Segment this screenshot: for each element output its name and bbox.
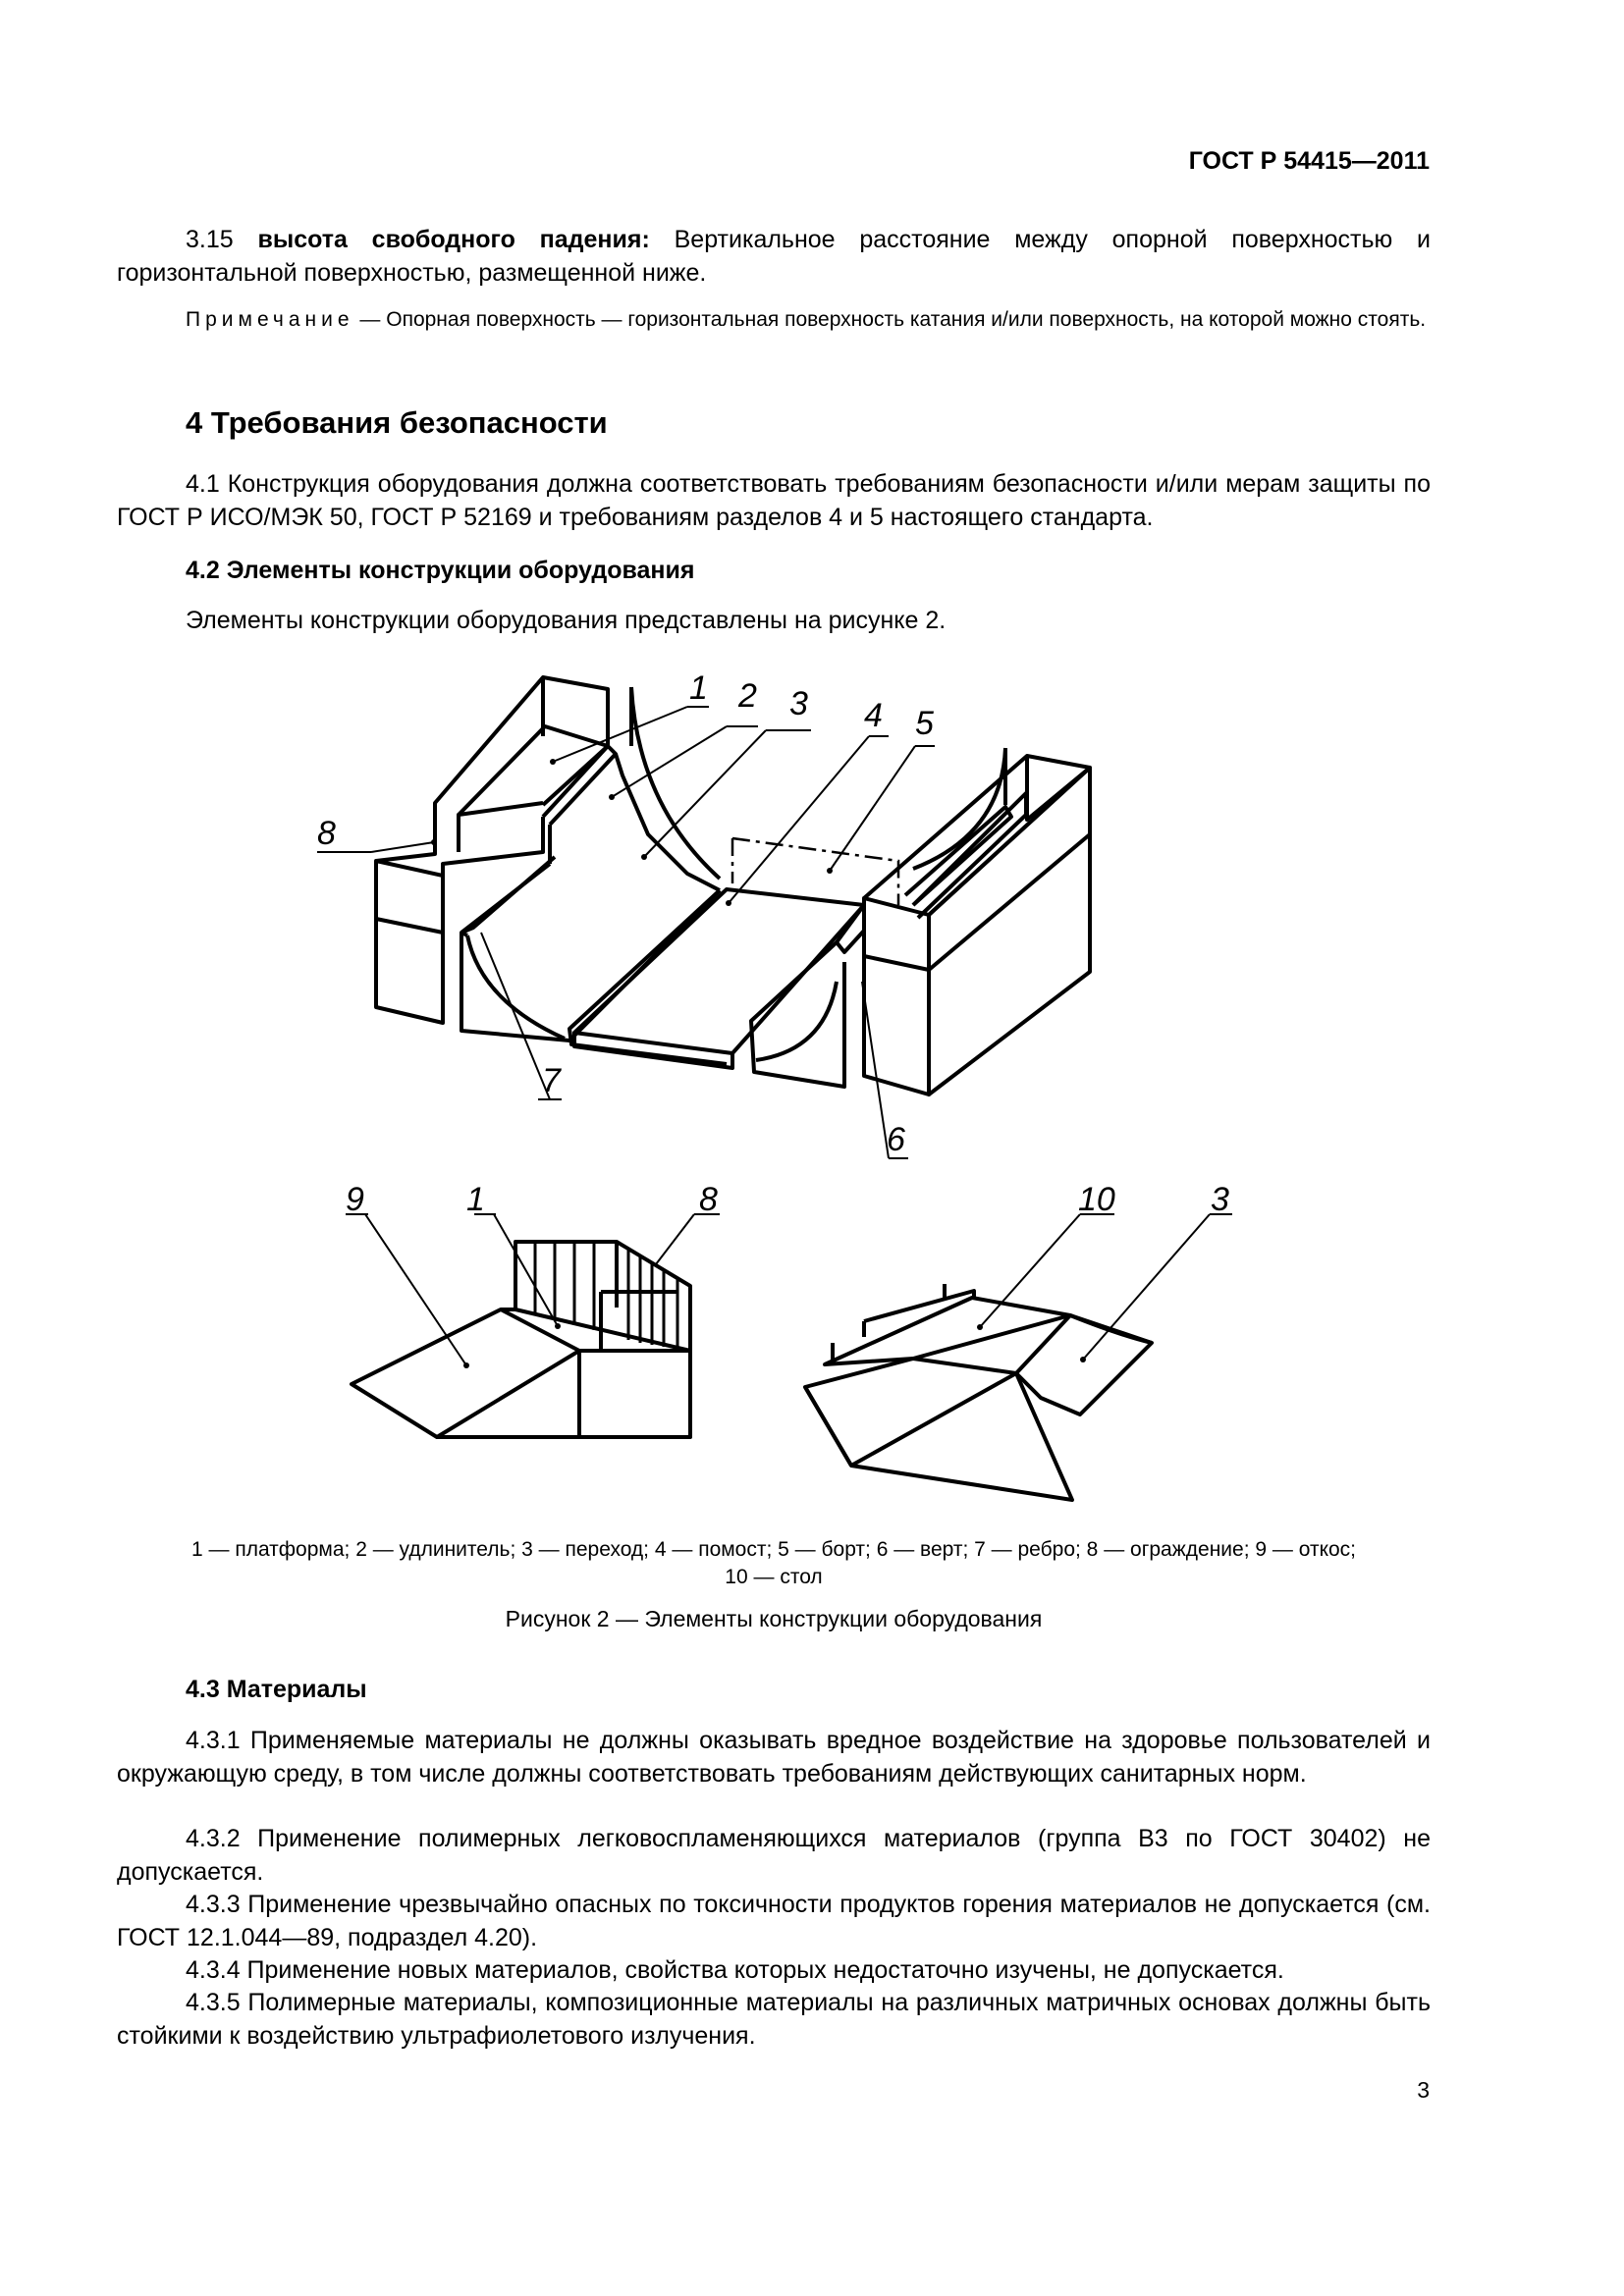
- definition-text: Вертикальное расстояние между опорной поверхностью и горизонтальной поверхностью, размещенной ниже.: [117, 226, 1432, 287]
- dots-bottom-left: [463, 1323, 561, 1368]
- label-8: 8: [317, 815, 336, 852]
- right-platform-block: [864, 756, 1090, 1095]
- leader-lines-bottom-right: [980, 1214, 1232, 1360]
- definition-number: 3.15: [186, 226, 234, 253]
- figure-legend: [117, 1536, 1431, 1591]
- subsection-4-3-heading: 4.3 Материалы: [186, 1676, 367, 1703]
- label-9: 9: [346, 1181, 364, 1218]
- label-1: 1: [689, 669, 708, 707]
- paragraph-4-3-3: 4.3.3 Применение чрезвычайно опасных по токсичности продуктов горения материалов не допускается (см. ГОСТ 12.1.044—89, подраздел 4.20).: [117, 1891, 1431, 1951]
- paragraph-4-3-4: 4.3.4 Применение новых материалов, свойства которых недостаточно изучены, не допускается.: [186, 1956, 1284, 1984]
- definition-term: высота свободного падения:: [257, 226, 650, 253]
- label-7: 7: [542, 1062, 561, 1099]
- label-10: 10: [1078, 1181, 1115, 1218]
- paragraph-4-3-2: 4.3.2 Применение полимерных легковоспламеняющихся материалов (группа В3 по ГОСТ 30402) не допускается.: [117, 1825, 1431, 1886]
- right-ramp: [751, 748, 1026, 1087]
- label-3b: 3: [1211, 1181, 1229, 1218]
- section-4-heading: 4 Требования безопасности: [186, 405, 608, 440]
- label-6: 6: [887, 1121, 905, 1158]
- paragraph-4-1: 4.1 Конструкция оборудования должна соответствовать требованиям безопасности и/или мерам защиты по ГОСТ Р ИСО/МЭК 50, ГОСТ Р 52169 и требованиям разделов 4 и 5 настоящего стандарта.: [117, 470, 1431, 531]
- label-4: 4: [864, 697, 883, 734]
- figure-caption: Рисунок 2 — Элементы конструкции оборудования: [505, 1606, 1043, 1631]
- note-label: Примечание: [186, 308, 354, 331]
- figure-labels-bottom-left: [346, 1181, 718, 1218]
- figure-labels-bottom-right: [1078, 1181, 1229, 1218]
- note-text: — Опорная поверхность — горизонтальная поверхность катания и/или поверхность, на которой можно стоять.: [359, 308, 1427, 331]
- label-2: 2: [738, 677, 757, 715]
- label-3: 3: [789, 685, 808, 722]
- legend-line-1: 1 — платформа; 2 — удлинитель; 3 — переход; 4 — помост; 5 — борт; 6 — верт; 7 — ребро; 8 — ограждение; 9 — откос;: [190, 1538, 1357, 1561]
- page-number: 3: [1417, 2077, 1430, 2103]
- central-deck: [569, 838, 898, 1068]
- left-platform-block: [376, 677, 608, 1023]
- paragraph-4-2: Элементы конструкции оборудования представлены на рисунке 2.: [186, 607, 947, 634]
- label-5: 5: [915, 705, 934, 742]
- paragraph-4-3-5: 4.3.5 Полимерные материалы, композиционные материалы на различных матричных основах должны быть стойкими к воздействию ультрафиолетового излучения.: [117, 1989, 1431, 2050]
- document-id: ГОСТ Р 54415—2011: [1188, 147, 1430, 175]
- label-8b: 8: [699, 1181, 718, 1218]
- bottom-right-assembly: [805, 1284, 1152, 1500]
- label-1b: 1: [466, 1181, 485, 1218]
- paragraph-4-3-1: 4.3.1 Применяемые материалы не должны оказывать вредное воздействие на здоровье пользователей и окружающую среду, в том числе должны соответствовать требованиям действующих санитарных норм.: [117, 1727, 1431, 1788]
- legend-line-2: 10 — стол: [725, 1566, 823, 1588]
- subsection-4-2-heading: 4.2 Элементы конструкции оборудования: [186, 557, 695, 584]
